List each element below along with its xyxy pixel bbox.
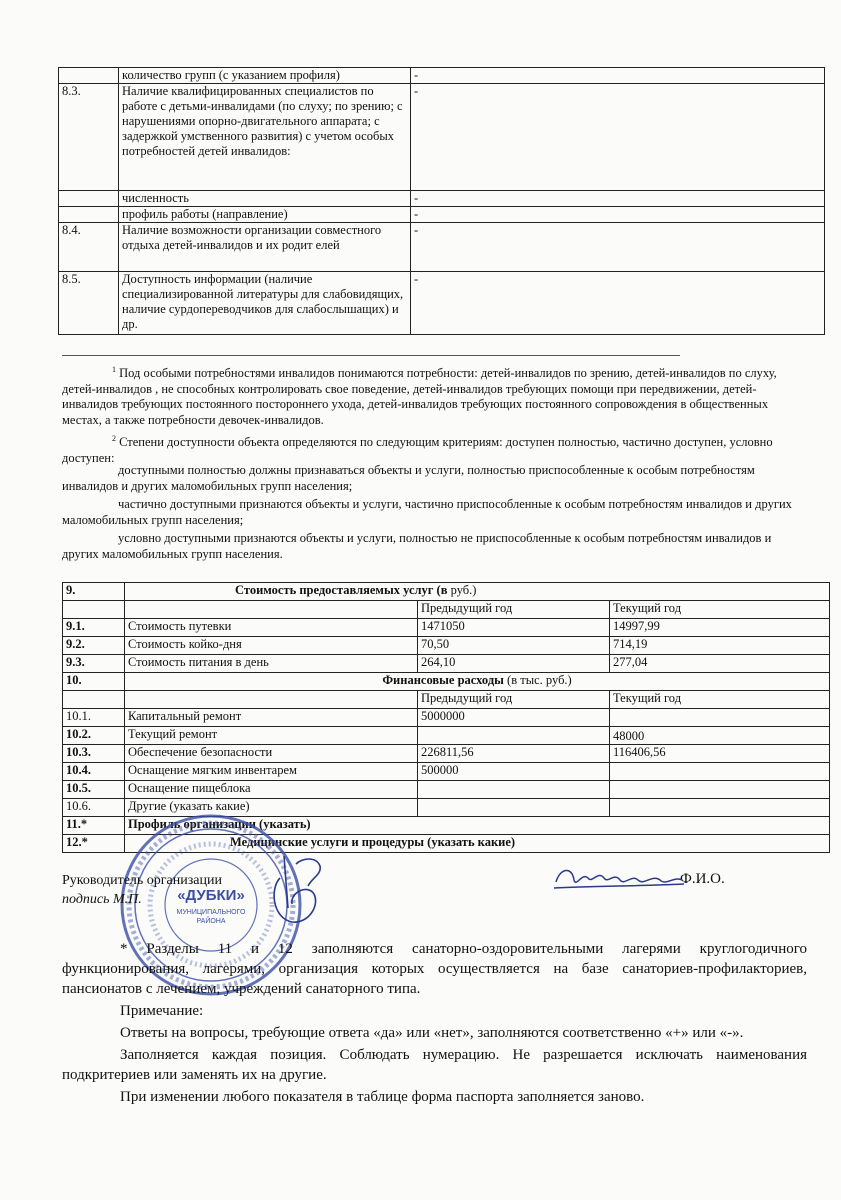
row-number: 8.4. (59, 223, 119, 272)
row-value: - (411, 68, 825, 84)
row-curr: 277,04 (610, 655, 830, 673)
row-label: Текущий ремонт (125, 727, 418, 745)
row-label: численность (119, 191, 411, 207)
note-sections: * Разделы 11 и 12 заполняются санаторно-оздоровительными лагерями круглогодичного функционирования, лагерями, организация которых осуществляется на базе санаториев-профилакториев, пансионатов с лечением, учреждений санаторного типа. (62, 941, 807, 997)
section-title: Стоимость предоставляемых услуг (в руб.) (125, 583, 830, 601)
sign-label: подпись М.П. (62, 892, 142, 907)
column-header-prev: Предыдущий год (418, 601, 610, 619)
section-title: Медицинские услуги и процедуры (указать какие) (125, 835, 830, 853)
row-curr: 48000 (610, 727, 830, 745)
row-label: Доступность информации (наличие специализированной литературы для слабовидящих, наличие сурдопереводчиков для слабослышащих) и др. (119, 272, 411, 335)
section-title: Профиль организации (указать) (125, 817, 830, 835)
row-value: - (411, 207, 825, 223)
row-curr: 714,19 (610, 637, 830, 655)
table-row (59, 191, 825, 207)
table-row (63, 745, 830, 763)
footnote-mark: 2 (112, 434, 116, 443)
row-label: Стоимость койко-дня (125, 637, 418, 655)
section-number: 11.* (63, 817, 125, 835)
table-row (63, 637, 830, 655)
note-heading: Примечание: (120, 1003, 204, 1019)
row-curr (610, 781, 830, 799)
section-header (63, 673, 830, 691)
footnote-text: Под особыми потребностями инвалидов понимаются потребности: детей-инвалидов по зрению, детей-инвалидов по слуху, детей-инвалидов , не способных контролировать свое поведение, детей-инвалидов требующих помощи при передвижении, детей-инвалидов требующих постоянного постороннего ухода, детей-инвалидов требующих постоянного сопровождения в общественных местах, а также потребности девочек-инвалидов. (62, 366, 777, 427)
footnote-2a: доступными полностью должны признаваться объекты и услуги, полностью приспособленные к особым потребностям инвалидов и других маломобильных групп населения; (62, 463, 755, 493)
row-label: Наличие квалифицированных специалистов по работе с детьми-инвалидами (по слуху; по зрению; с нарушениями опорно-двигательного аппарата; с задержкой умственного развития) с учетом особых потребностей детей инвалидов: (119, 84, 411, 191)
row-prev (418, 799, 610, 817)
row-number: 10.1. (63, 709, 125, 727)
section-header (63, 583, 830, 601)
row-value: - (411, 191, 825, 207)
footnote-1 (62, 362, 802, 428)
row-value: - (411, 223, 825, 272)
row-label: Обеспечение безопасности (125, 745, 418, 763)
table-row (63, 727, 830, 745)
table-row (59, 68, 825, 84)
row-prev: 1471050 (418, 619, 610, 637)
row-prev: 226811,56 (418, 745, 610, 763)
row-label: количество групп (с указанием профиля) (119, 68, 411, 84)
row-prev: 500000 (418, 763, 610, 781)
row-prev (418, 727, 610, 745)
table-row (63, 781, 830, 799)
row-label: профиль работы (направление) (119, 207, 411, 223)
footnote-2c: условно доступными признаются объекты и услуги, полностью не приспособленные к особым потребностям инвалидов и других маломобильных групп населения. (62, 531, 772, 561)
column-header-row (63, 691, 830, 709)
head-label: Руководитель организации (62, 873, 222, 888)
footnote-2 (62, 431, 802, 466)
note-changes: При изменении любого показателя в таблице форма паспорта заполняется заново. (120, 1089, 645, 1105)
row-number (59, 207, 119, 223)
row-number: 10.4. (63, 763, 125, 781)
row-number: 9.3. (63, 655, 125, 673)
row-label: Стоимость питания в день (125, 655, 418, 673)
row-curr (610, 799, 830, 817)
director-signature (262, 848, 330, 928)
footnote-separator (62, 355, 680, 356)
stamp-sub-text-1: МУНИЦИПАЛЬНОГО (176, 909, 246, 916)
column-header-curr: Текущий год (610, 601, 830, 619)
row-prev: 70,50 (418, 637, 610, 655)
row-label: Стоимость путевки (125, 619, 418, 637)
column-header-row (63, 601, 830, 619)
section-number: 10. (63, 673, 125, 691)
footnote-mark: 1 (112, 365, 116, 374)
row-number: 9.2. (63, 637, 125, 655)
fio-signature (552, 862, 692, 896)
note-numbering: Заполняется каждая позиция. Соблюдать нумерацию. Не разрешается исключать наименования подкритериев или заменять их на другие. (62, 1047, 807, 1083)
row-label: Капитальный ремонт (125, 709, 418, 727)
row-curr: 116406,56 (610, 745, 830, 763)
table-row (63, 709, 830, 727)
row-curr (610, 709, 830, 727)
notes-block (62, 939, 807, 1107)
table-row (59, 272, 825, 335)
row-curr: 14997,99 (610, 619, 830, 637)
row-label: Оснащение мягким инвентарем (125, 763, 418, 781)
row-number (59, 191, 119, 207)
row-number: 10.2. (63, 727, 125, 745)
row-label: Оснащение пищеблока (125, 781, 418, 799)
stamp-sub-text-2: РАЙОНА (196, 918, 226, 925)
row-number (59, 68, 119, 84)
section-number: 12.* (63, 835, 125, 853)
row-prev: 264,10 (418, 655, 610, 673)
table-row (63, 619, 830, 637)
table-row (63, 655, 830, 673)
row-label: Наличие возможности организации совместного отдыха детей-инвалидов и их родит елей (119, 223, 411, 272)
row-number: 10.6. (63, 799, 125, 817)
row-number: 8.3. (59, 84, 119, 191)
fio-label: Ф.И.О. (680, 871, 725, 887)
column-header-prev: Предыдущий год (418, 691, 610, 709)
row-number: 8.5. (59, 272, 119, 335)
table-row (59, 207, 825, 223)
row-number: 10.3. (63, 745, 125, 763)
accessibility-table (58, 67, 825, 335)
table-row (63, 763, 830, 781)
row-prev (418, 781, 610, 799)
row-curr (610, 763, 830, 781)
row-value: - (411, 84, 825, 191)
row-value: - (411, 272, 825, 335)
section-number: 9. (63, 583, 125, 601)
note-answers: Ответы на вопросы, требующие ответа «да» или «нет», заполняются соответственно «+» или «-». (120, 1025, 744, 1041)
section-title: Финансовые расходы (в тыс. руб.) (125, 673, 830, 691)
stamp-center-text: «ДУБКИ» (177, 887, 245, 904)
column-header-curr: Текущий год (610, 691, 830, 709)
row-number: 9.1. (63, 619, 125, 637)
table-row (59, 84, 825, 191)
row-number: 10.5. (63, 781, 125, 799)
footnote-text: Степени доступности объекта определяются по следующим критериям: доступен полностью, частично доступен, условно доступен: (62, 435, 773, 465)
row-label: Другие (указать какие) (125, 799, 418, 817)
row-prev: 5000000 (418, 709, 610, 727)
footnote-2b: частично доступными признаются объекты и услуги, частично приспособленные к особым потребностям инвалидов и других маломобильных групп населения; (62, 497, 792, 527)
table-row (59, 223, 825, 272)
